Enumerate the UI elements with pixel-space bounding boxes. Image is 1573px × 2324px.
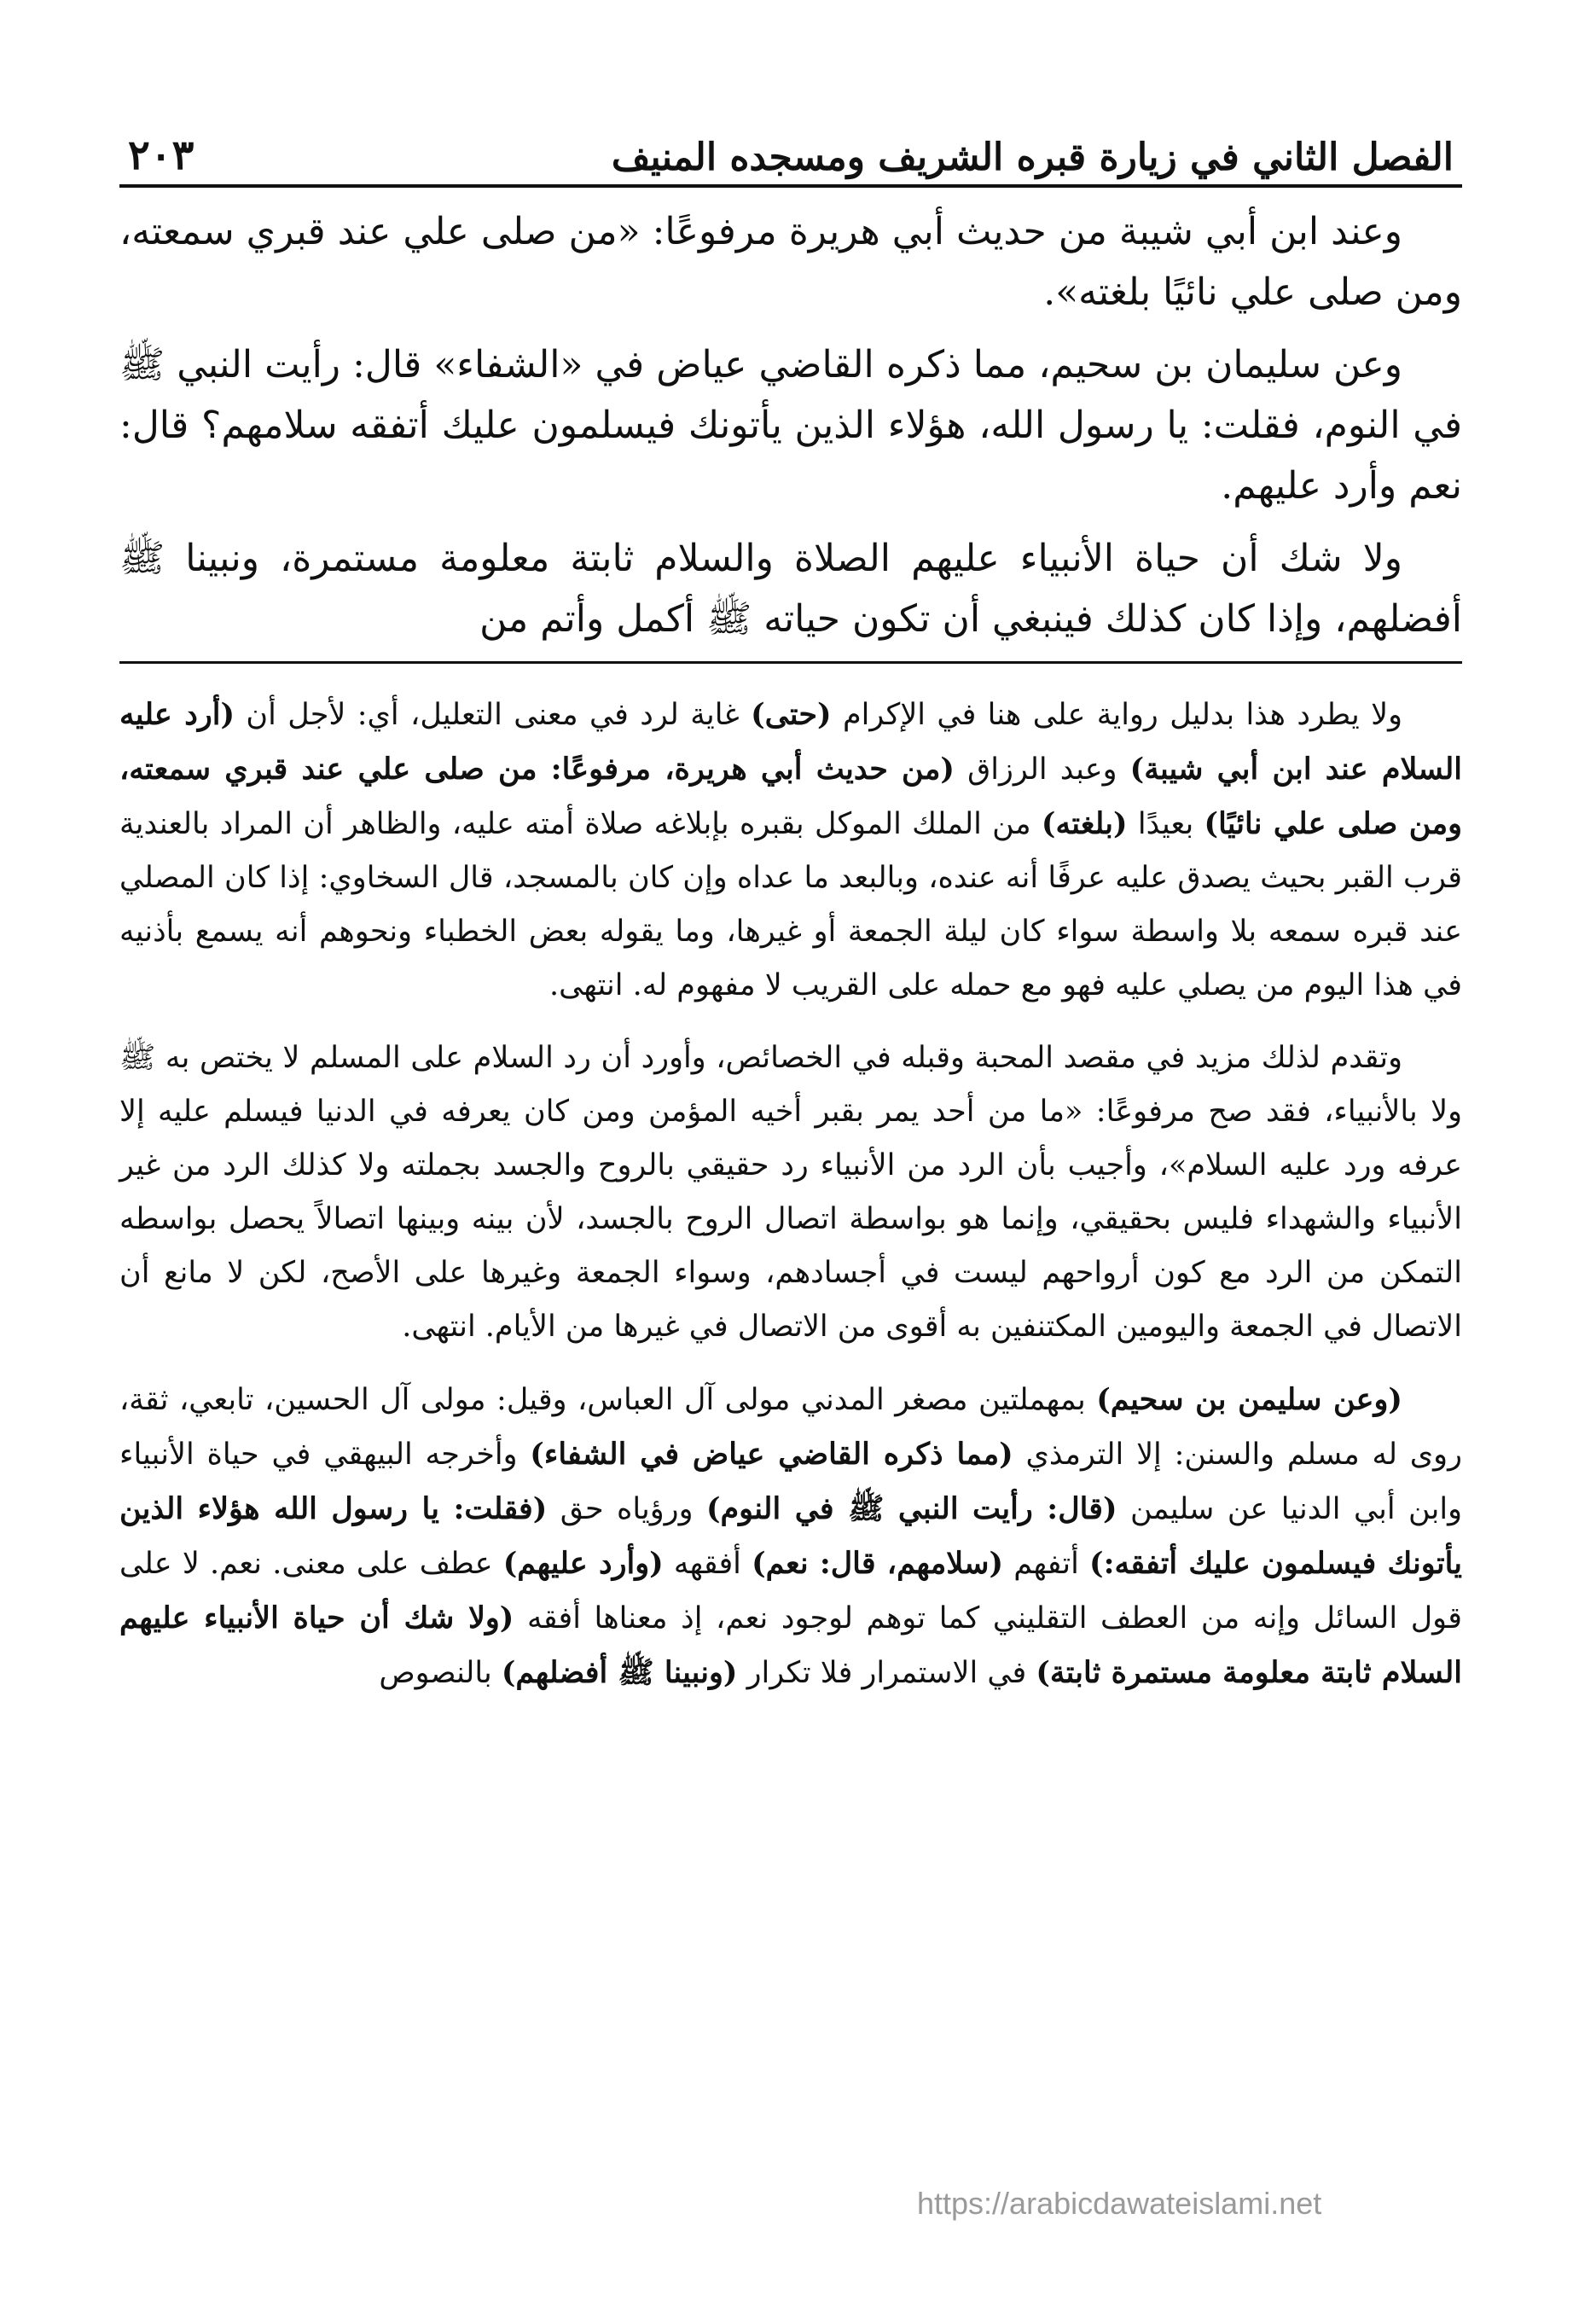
quoted-text: (أرد عليه السلام عند ابن أبي شيبة) bbox=[119, 697, 1462, 787]
commentary-paragraph bbox=[119, 1373, 1462, 1700]
commentary-paragraph: وتقدم لذلك مزيد في مقصد المحبة وقبله في الخصائص، وأورد أن رد السلام على المسلم لا يختص به ﷺ ولا بالأنبياء، فقد صح مرفوعًا: «ما من أحد يمر بقبر أخيه المؤمن ومن كان يعرفه في الدنيا فيسلم عليه إلا عرفه ورد عليه السلام»، وأجيب بأن الرد من الأنبياء رد حقيقي بالروح والجسد بجملته ولا كذلك الرد من غير الأنبياء والشهداء فليس بحقيقي، وإنما هو بواسطة اتصال الروح بالجسد، لأن بينه وبينها اتصالاً يحصل بواسطه التمكن من الرد مع كون أرواحهم ليست في أجسادهم، وسواء الجمعة وغيرها على الأصح، لكن لا مانع أن الاتصال في الجمعة واليومين المكتنفين به أقوى من الاتصال في غيرها من الأيام. انتهى. bbox=[119, 1041, 1462, 1344]
page-header bbox=[119, 111, 1462, 184]
commentary-text: في الاستمرار فلا تكرار bbox=[737, 1656, 1036, 1690]
commentary-text: بالنصوص bbox=[379, 1656, 502, 1690]
main-text bbox=[119, 201, 1462, 649]
commentary-text: بمهملتين مصغر المدني مولى آل العباس، وقيل: مولى آل الحسين، تابعي، ثقة، روى له مسلم والسنن: إلا الترمذي bbox=[119, 1383, 1462, 1472]
commentary bbox=[119, 688, 1462, 1700]
quoted-text: (سلامهم، قال: نعم) bbox=[752, 1546, 1004, 1581]
quoted-text: (فقلت: يا رسول الله هؤلاء الذين يأتونك فيسلمون عليك أتفقه:) bbox=[119, 1491, 1462, 1581]
commentary-text: أتفهم bbox=[1003, 1547, 1090, 1581]
site-watermark: https://arabicdawateislami.net bbox=[917, 2186, 1322, 2221]
quoted-text: (مما ذكره القاضي عياض في الشفاء) bbox=[530, 1437, 1013, 1472]
quoted-text: (ولا شك أن حياة الأنبياء عليهم السلام ثابتة معلومة مستمرة ثابتة) bbox=[119, 1601, 1462, 1690]
main-paragraph: وعن سليمان بن سحيم، مما ذكره القاضي عياض في «الشفاء» قال: رأيت النبي ﷺ في النوم، فقلت: يا رسول الله، هؤلاء الذين يأتونك فيسلمون عليك أتفقه سلامهم؟ قال: نعم وأرد عليهم. bbox=[119, 343, 1462, 508]
quoted-text: (وأرد عليهم) bbox=[502, 1546, 664, 1581]
page-number: ٢٠٣ bbox=[128, 131, 194, 179]
quoted-text: (من حديث أبي هريرة، مرفوعًا: من صلى علي عند قبري سمعته، ومن صلى علي نائيًا) bbox=[119, 752, 1463, 841]
main-paragraph: وعند ابن أبي شيبة من حديث أبي هريرة مرفوعًا: «من صلى علي عند قبري سمعته، ومن صلى علي نائيًا بلغته». bbox=[119, 210, 1462, 314]
quoted-text: (وعن سليمن بن سحيم) bbox=[1096, 1382, 1402, 1417]
commentary-text: وعبد الرزاق bbox=[955, 752, 1130, 787]
commentary-text: وأخرجه البيهقي في حياة الأنبياء وابن أبي الدنيا عن سليمن bbox=[119, 1438, 1463, 1526]
commentary-text: عطف على معنى. نعم. لا على قول السائل وإنه من العطف التقليني كما توهم لوجود نعم، إذ معناها أفقه bbox=[119, 1547, 1462, 1636]
commentary-text: ورؤياه حق bbox=[547, 1492, 706, 1526]
chapter-title: الفصل الثاني في زيارة قبره الشريف ومسجده المنيف bbox=[611, 136, 1454, 179]
commentary-text: من الملك الموكل بقبره بإبلاغه صلاة أمته عليه، والظاهر أن المراد بالعندية قرب القبر بحيث يصدق عليه عرفًا أنه عنده، وبالبعد ما عداه وإن كان بالمسجد، قال السخاوي: إذا كان المصلي عند قبره سمعه بلا واسطة سواء كان ليلة الجمعة أو غيرها، وما يقوله بعض الخطباء ونحوهم أنه يسمع بأذنيه في هذا اليوم من يصلي عليه فهو مع حمله على القريب لا مفهوم له. انتهى. bbox=[119, 807, 1462, 1002]
quoted-text: (حتى) bbox=[751, 697, 832, 732]
commentary-text: غاية لرد في معنى التعليل، أي: لأجل أن bbox=[235, 698, 752, 732]
quoted-text: (قال: رأيت النبي ﷺ في النوم) bbox=[705, 1491, 1117, 1526]
quoted-text: (بلغته) bbox=[1041, 806, 1128, 841]
commentary-paragraph bbox=[119, 688, 1462, 1013]
quoted-text: (ونبينا ﷺ أفضلهم) bbox=[501, 1655, 738, 1690]
header-rule bbox=[119, 184, 1462, 188]
commentary-text: بعيدًا bbox=[1127, 807, 1204, 841]
commentary-text: ولا يطرد هذا بدليل رواية على هنا في الإكرام bbox=[831, 698, 1402, 732]
main-paragraph: ولا شك أن حياة الأنبياء عليهم الصلاة والسلام ثابتة معلومة مستمرة، ونبينا ﷺ أفضلهم، وإذا كان كذلك فينبغي أن تكون حياته ﷺ أكمل وأتم من bbox=[119, 537, 1462, 641]
footnote-separator bbox=[119, 661, 1462, 664]
commentary-text: أفقهه bbox=[663, 1547, 752, 1581]
